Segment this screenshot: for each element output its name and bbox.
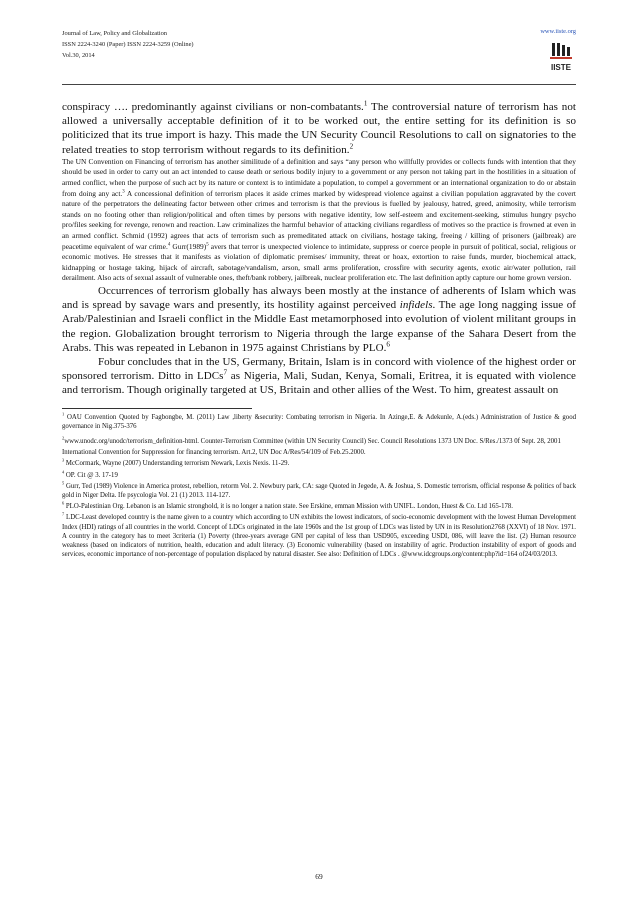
journal-info: [62, 28, 576, 61]
footnote-2: $^2$www.unodc.org/unodc/terrorism_definition-html. Counter-Terrorism Committee (within UN Security Council) Sec. Council Resolutions 1373 UN Doc. S/Res./1373 0f Sept. 28, 2001: [62, 435, 561, 445]
footnote-ref-2: 2: [349, 141, 354, 150]
footnote-ref-6: 6: [386, 340, 391, 349]
iiste-logo: [548, 41, 574, 75]
footnote-4: $^4$ OP. Cit @ 3. 17-19: [62, 469, 118, 479]
page-number: 69: [315, 872, 323, 881]
paragraph-1: conspiracy …. predominantly against civilians or non-combatants.$^1$ The controversial nature of terrorism has not allowed a universally acceptable definition of it to be worked out, the entire setting for its definition is so politicized that its true import is hazy. This made the UN Security Council Resolutions to call on signatories to the related treaties to stop terrorism without regards to its definition.$^2$: [62, 99, 576, 156]
footnotes: [62, 413, 576, 560]
page-content: [62, 28, 576, 561]
footnote-separator: [62, 408, 252, 409]
footnote-ref-5: 5: [206, 242, 209, 248]
footnote-2-continued: International Convention for Suppression for financing terrorism. Art.2, UN Doc A/Res/54/109 of Feb.25.2000.: [62, 449, 366, 457]
italic-term: infidels: [399, 299, 433, 312]
paragraph-2: The UN Convention on Financing of terrorism has another similitude of a definition and says “any person who willfully provides or collects funds with intention that they should be used in order to carry out an act intended to cause death or serious bodily injury to a government or any person not taking part in the hostilities in a situation of armed conflict, when the purpose of such act by its nature or context is to intimidate a population, to compel a government or an international organization to do or abstain from doing any act.$^3$ A concessional definition of terrorism places it aside crimes marked by widespread violence against a civilian population aggravated by the covert nature of the perpetrators the delineating factor between other crimes and terrorism is that the previous is fuelled by jealousy, hatred, greed, animosity, while terrorism stands on no footing other than religion/political and often times by persons with negative identity, low self-esteem and excitement-seeking, stimulus hungry psycho pro/files seeking for revenge, renown and reaction. Law criminalizes the harmful behavior of attacking civilians regardless of motives so the practice is frowned at even in an armed conflict. Schmid (1992) agrees that acts of terrorism such as premeditated attack on civilians, hostage taking, freeing / killing of prisoners (jailbreak) are peacetime equivalent of war crime.$^4$ $Gurr(1989)^5$ avers that terror is unexpected violence to intimidate, suppress or coerce people in pursuit of political, social, religious or economic motives. He stresses that it manifests as violation of diplomatic premises/ immunity, threat or hoax, extortion to raise funds, murder, biochemical attack, kidnapping or hostage taking, hijack of aircraft, sabotage/vandalism, arson, small arms proliferation, crossfire with security agents, exotic air/water pollution, rail derailment. Also acts of sexual assault of vulnerable ones, theft/bank robbery, jailbreak, nuclear proliferation etc. The last definition aptly capture our home grown version.: [62, 156, 576, 283]
footnote-ref-3: 3: [122, 189, 125, 195]
footnote-ref-7: 7: [223, 368, 228, 377]
footnote-6: $^6$ PLO-Palestinian Org. Lebanon is an Islamic stronghold, it is no longer a nation state. See Erskine, emman Mission with UNIFL. London, Huest & Co. Ltd 165-178.: [62, 500, 513, 511]
paragraph-3: Occurrences of terrorism globally has always been mostly at the instance of adherents of Islam which was and is spread by savage wars and presently, its hostility against perceived infidels. The age long nagging issue of Arab/Palestinian and Israeli conflict in the Middle East metamorphosed into evolution of violent militant groups in the region. Globalization brought terrorism to Nigeria through the large expanse of the Sahara Desert from the Arabs. This was repeated in Lebanon in 1975 against Christians by PLO.$^6$: [62, 284, 577, 354]
logo-text: IISTE: [550, 63, 572, 72]
footnote-7: $^7$ LDC-Least developed country is the name given to a country which according to UN exhibits the lowest indicators, of socio-economic development with the lowest Human Development Index (HDI) ratings of all countries in the world. Concept of LDCs originated in the late 1960s and the 1st group of LDCs was listed by UN in its Resolution2768 (XXVI) of 18 Nov. 1971. A country in the category has to meet 3criteria (1) Poverty (three-years average GNI per capital of less than USD905, exceeding USDI, 086, will leave the list. (2) Human resource weakness (based on indicators of nutrition, health, education and adult literacy. (3) Economic vulnerability (based on instability of agric. Production instability of export of goods and services, economic importance of non-percentage of population displaced by natural disaster. See also: Definition of LDCs . @www.idcgroups.org/content:php?id=164 of24/03/2013.: [62, 512, 576, 559]
journal-title: Journal of Law, Policy and Globalization: [62, 30, 168, 37]
journal-issn: ISSN 2224-3240 (Paper) ISSN 2224-3259 (Online): [62, 41, 194, 48]
footnote-3: $^3$ McCormark, Wayne (2007) Understanding terrorism Newark, Lexis Nexis. 11-29.: [62, 458, 290, 468]
footnote-5: $^5$ Gurr, Ted (1989) Violence in America protest, rebellion, retorm Vol. 2. Newbury park, CA: sage Quoted in Jegede, A. & Joshua, S. Domestic terrorism, official response & politics of back gold in Niger Delta. Ife psycologia Vol. 21 (1) 2013. 114-127.: [62, 480, 576, 499]
header-rule: [62, 84, 576, 85]
journal-header: [62, 28, 576, 100]
footnote-ref-4: 4: [167, 242, 171, 248]
journal-volume: Vol.30, 2014: [62, 52, 95, 59]
footnote-ref-1: 1: [363, 99, 368, 108]
paragraph-4: Fobur concludes that in the US, Germany, Britain, Islam is in concord with violence of the highest order or sponsored terrorism. Ditto in LDCs$^7$ as Nigeria, Mali, Sudan, Kenya, Somali, Eritrea, it is equated with violence and terrorism. Though originally targeted at US, Britain and other allies of the West. To him, greatest assault on: [62, 355, 576, 397]
website-link[interactable]: www.iiste.org: [540, 28, 576, 35]
footnote-1: $^1$ OAU Convention Quoted by Fagbongbe, M. (2011) Law ,liberty &security: Combating terrorism in Nigeria. In Azinge,E. & Adekunle, A.(eds.) Administration of Justice & good governance in Nig.375-376: [62, 411, 576, 430]
